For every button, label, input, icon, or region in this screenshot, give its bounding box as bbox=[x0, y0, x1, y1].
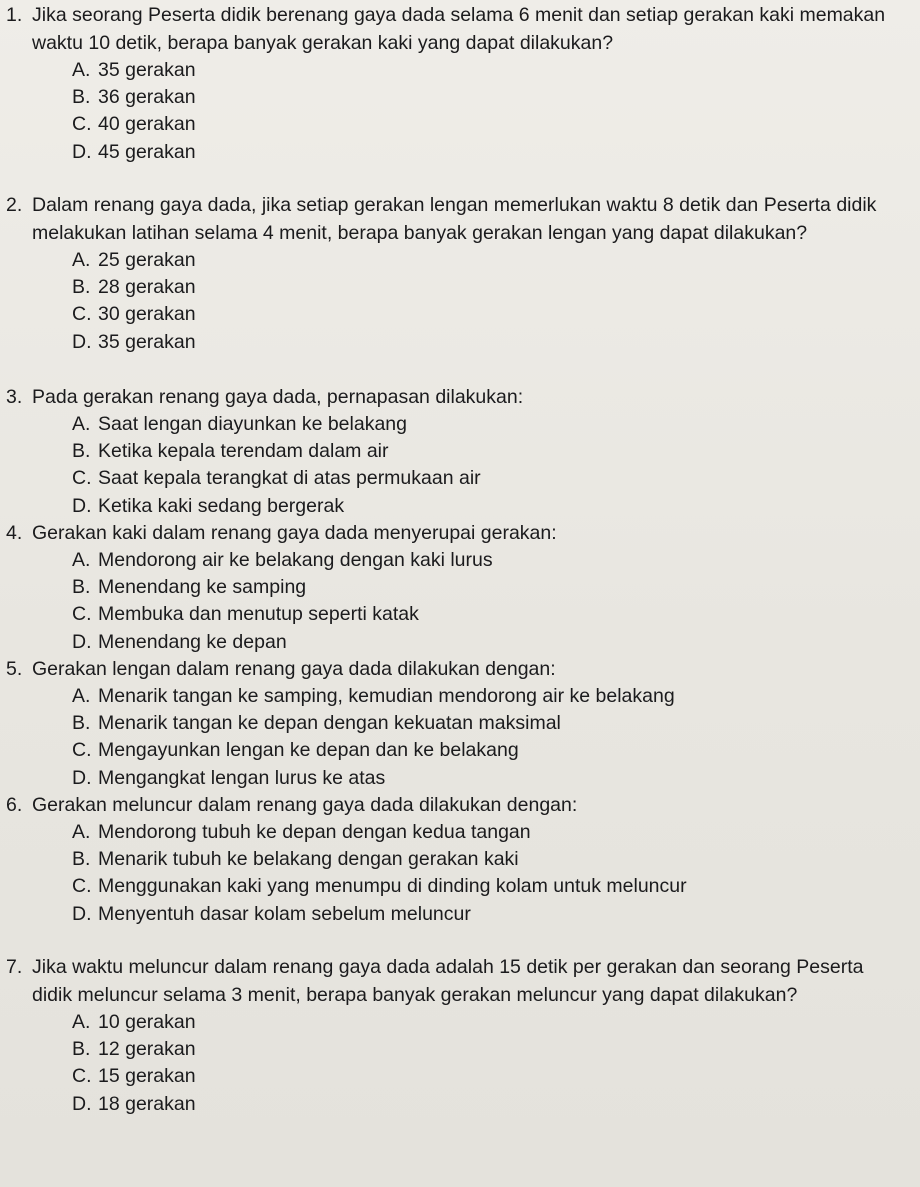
option-text: 45 gerakan bbox=[98, 140, 196, 163]
option-b[interactable] bbox=[72, 710, 906, 737]
option-c[interactable] bbox=[72, 1063, 906, 1090]
option-text: Membuka dan menutup seperti katak bbox=[98, 603, 419, 626]
option-text: 12 gerakan bbox=[98, 1038, 196, 1061]
question-number: 5. bbox=[6, 658, 23, 680]
answer-options bbox=[6, 1009, 906, 1118]
option-text: 28 gerakan bbox=[98, 276, 196, 299]
question-1-stem bbox=[6, 1, 906, 57]
option-letter: A. bbox=[72, 685, 91, 707]
option-a[interactable] bbox=[72, 57, 906, 84]
option-c[interactable] bbox=[72, 465, 906, 492]
answer-options bbox=[6, 683, 906, 792]
option-letter: C. bbox=[72, 467, 92, 490]
option-letter: B. bbox=[72, 576, 91, 599]
question-number: 6. bbox=[6, 794, 23, 816]
option-text: Menarik tubuh ke belakang dengan gerakan kaki bbox=[98, 848, 519, 871]
option-letter: B. bbox=[72, 86, 91, 109]
option-letter: C. bbox=[72, 875, 92, 898]
option-d[interactable] bbox=[72, 1091, 906, 1118]
answer-options bbox=[6, 411, 906, 520]
option-b[interactable] bbox=[72, 84, 906, 111]
option-letter: D. bbox=[72, 494, 92, 517]
option-d[interactable] bbox=[72, 629, 906, 656]
option-text: 35 gerakan bbox=[98, 330, 196, 353]
option-text: Saat kepala terangkat di atas permukaan air bbox=[98, 467, 481, 490]
option-letter: A. bbox=[72, 1011, 91, 1033]
option-text: Menendang ke samping bbox=[98, 576, 307, 599]
option-letter: D. bbox=[72, 902, 92, 925]
option-letter: D. bbox=[72, 1092, 92, 1115]
option-letter: A. bbox=[72, 549, 91, 571]
question-2-stem bbox=[6, 191, 906, 247]
option-text: Menendang ke depan bbox=[98, 630, 287, 653]
option-a[interactable] bbox=[72, 819, 906, 846]
option-letter: B. bbox=[72, 848, 91, 871]
question-number: 2. bbox=[6, 194, 23, 216]
option-text: Menyentuh dasar kolam sebelum meluncur bbox=[98, 902, 471, 925]
option-letter: A. bbox=[72, 59, 91, 81]
question-5-stem bbox=[6, 655, 906, 683]
question-7-stem bbox=[6, 953, 906, 1009]
option-b[interactable] bbox=[72, 1036, 906, 1063]
option-a[interactable] bbox=[72, 411, 906, 438]
question-text: Pada gerakan renang gaya dada, pernapasan dilakukan: bbox=[32, 386, 524, 408]
question-text: Jika waktu meluncur dalam renang gaya dada adalah 15 detik per gerakan dan seorang Peserta didik meluncur selama 3 menit, berapa banyak gerakan meluncur yang dapat dilakukan? bbox=[32, 956, 864, 1006]
option-text: Mendorong air ke belakang dengan kaki lurus bbox=[98, 549, 493, 571]
option-letter: D. bbox=[72, 766, 92, 789]
option-b[interactable] bbox=[72, 574, 906, 601]
question-6 bbox=[6, 791, 906, 928]
option-b[interactable] bbox=[72, 274, 906, 301]
option-text: Mendorong tubuh ke depan dengan kedua tangan bbox=[98, 821, 531, 843]
option-d[interactable] bbox=[72, 139, 906, 166]
option-text: 30 gerakan bbox=[98, 303, 196, 326]
question-text: Jika seorang Peserta didik berenang gaya dada selama 6 menit dan setiap gerakan kaki memakan waktu 10 detik, berapa banyak gerakan kaki yang dapat dilakukan? bbox=[32, 4, 886, 54]
option-b[interactable] bbox=[72, 846, 906, 873]
option-a[interactable] bbox=[72, 247, 906, 274]
question-text: Gerakan meluncur dalam renang gaya dada dilakukan dengan: bbox=[32, 794, 578, 816]
answer-options bbox=[6, 819, 906, 928]
question-1 bbox=[6, 1, 906, 166]
option-a[interactable] bbox=[72, 547, 906, 574]
question-5 bbox=[6, 655, 906, 792]
option-letter: B. bbox=[72, 276, 91, 299]
option-letter: D. bbox=[72, 140, 92, 163]
option-letter: C. bbox=[72, 603, 92, 626]
option-a[interactable] bbox=[72, 683, 906, 710]
option-d[interactable] bbox=[72, 765, 906, 792]
option-letter: C. bbox=[72, 1065, 92, 1088]
question-4-stem bbox=[6, 519, 906, 547]
option-letter: C. bbox=[72, 739, 92, 762]
question-3 bbox=[6, 383, 906, 520]
option-letter: A. bbox=[72, 821, 91, 843]
option-c[interactable] bbox=[72, 873, 906, 900]
option-letter: B. bbox=[72, 1038, 91, 1061]
option-text: Ketika kaki sedang bergerak bbox=[98, 494, 345, 517]
question-2 bbox=[6, 191, 906, 356]
option-d[interactable] bbox=[72, 901, 906, 928]
option-letter: C. bbox=[72, 113, 92, 136]
question-text: Dalam renang gaya dada, jika setiap gerakan lengan memerlukan waktu 8 detik dan Peserta didik melakukan latihan selama 4 menit, berapa banyak gerakan lengan yang dapat dilakukan? bbox=[32, 194, 877, 244]
option-letter: D. bbox=[72, 330, 92, 353]
question-3-stem bbox=[6, 383, 906, 411]
option-text: Mengangkat lengan lurus ke atas bbox=[98, 766, 386, 789]
question-4 bbox=[6, 519, 906, 656]
option-text: 18 gerakan bbox=[98, 1092, 196, 1115]
option-letter: D. bbox=[72, 630, 92, 653]
option-d[interactable] bbox=[72, 329, 906, 356]
option-letter: C. bbox=[72, 303, 92, 326]
option-a[interactable] bbox=[72, 1009, 906, 1036]
question-text: Gerakan lengan dalam renang gaya dada dilakukan dengan: bbox=[32, 658, 556, 680]
question-number: 7. bbox=[6, 956, 23, 978]
option-text: Menggunakan kaki yang menumpu di dinding kolam untuk meluncur bbox=[98, 875, 687, 898]
option-text: 15 gerakan bbox=[98, 1065, 196, 1088]
option-c[interactable] bbox=[72, 737, 906, 764]
option-letter: B. bbox=[72, 712, 91, 735]
option-text: 25 gerakan bbox=[98, 249, 196, 271]
question-number: 3. bbox=[6, 386, 23, 408]
option-text: 10 gerakan bbox=[98, 1011, 196, 1033]
option-text: Mengayunkan lengan ke depan dan ke belakang bbox=[98, 739, 519, 762]
option-text: 35 gerakan bbox=[98, 59, 196, 81]
option-letter: A. bbox=[72, 249, 91, 271]
question-number: 4. bbox=[6, 522, 23, 544]
option-letter: A. bbox=[72, 413, 91, 435]
question-6-stem bbox=[6, 791, 906, 819]
option-d[interactable] bbox=[72, 493, 906, 520]
question-7 bbox=[6, 953, 906, 1118]
question-text: Gerakan kaki dalam renang gaya dada menyerupai gerakan: bbox=[32, 522, 557, 544]
answer-options bbox=[6, 57, 906, 166]
answer-options bbox=[6, 247, 906, 356]
option-text: Menarik tangan ke depan dengan kekuatan maksimal bbox=[98, 712, 561, 735]
option-text: Saat lengan diayunkan ke belakang bbox=[98, 413, 407, 435]
option-b[interactable] bbox=[72, 438, 906, 465]
option-text: 36 gerakan bbox=[98, 86, 196, 109]
option-c[interactable] bbox=[72, 111, 906, 138]
option-c[interactable] bbox=[72, 601, 906, 628]
option-letter: B. bbox=[72, 440, 91, 463]
option-text: Menarik tangan ke samping, kemudian mendorong air ke belakang bbox=[98, 685, 675, 707]
option-c[interactable] bbox=[72, 301, 906, 328]
option-text: 40 gerakan bbox=[98, 113, 196, 136]
option-text: Ketika kepala terendam dalam air bbox=[98, 440, 389, 463]
answer-options bbox=[6, 547, 906, 656]
question-number: 1. bbox=[6, 4, 23, 26]
